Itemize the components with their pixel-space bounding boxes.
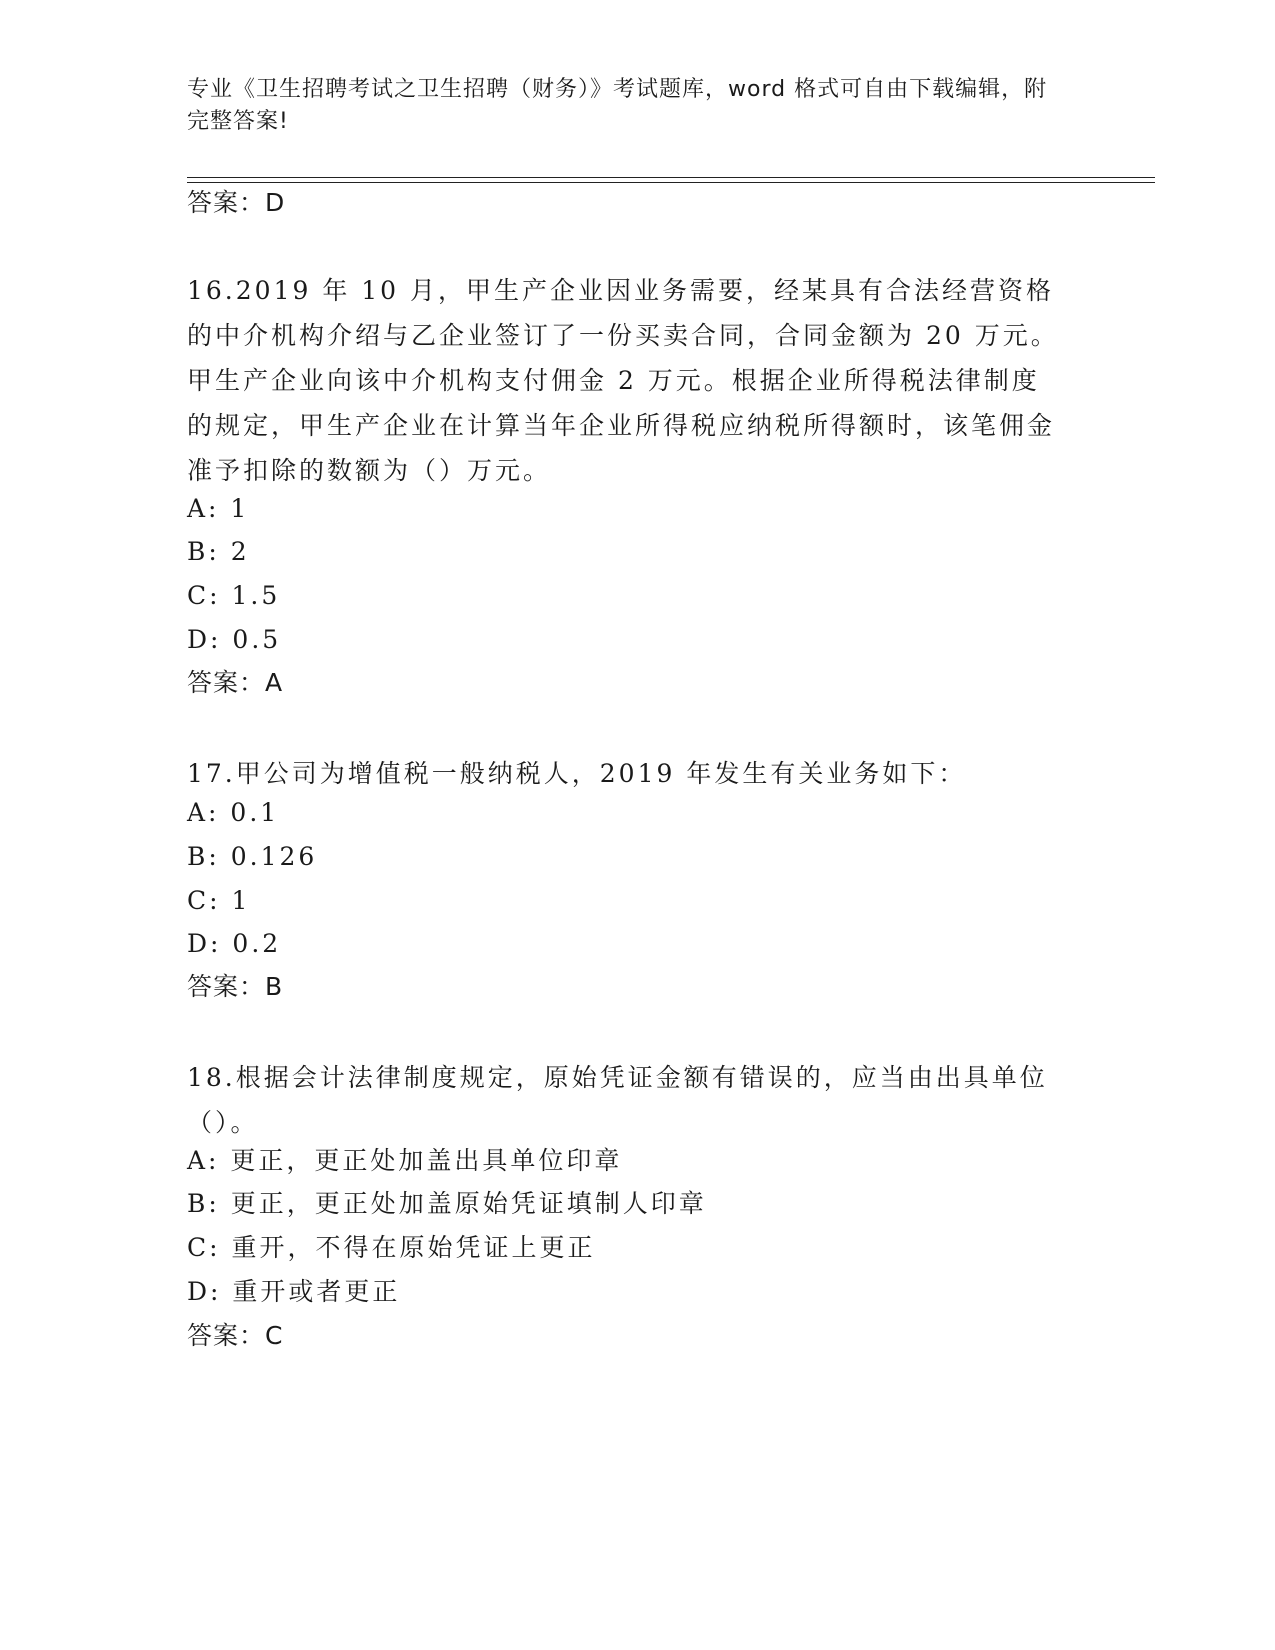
question-18-option-a: A: 更正，更正处加盖出具单位印章 [187,1146,623,1175]
question-16-option-c: C: 1.5 [187,581,281,610]
document-header: 专业《卫生招聘考试之卫生招聘（财务）》考试题库，word 格式可自由下载编辑，附完整答案! [187,77,1048,134]
question-17-answer: 答案：B [187,972,284,1001]
question-18-option-b: B: 更正，更正处加盖原始凭证填制人印章 [187,1189,707,1218]
header-rule-top [187,177,1155,178]
previous-answer: 答案：D [187,188,286,217]
question-16-option-d: D: 0.5 [187,625,282,654]
question-18-answer: 答案：C [187,1321,284,1350]
question-16-option-a: A: 1 [187,494,250,523]
question-17-option-a: A: 0.1 [187,798,280,827]
question-18-option-d: D: 重开或者更正 [187,1277,401,1306]
question-18-stem: 18.根据会计法律制度规定，原始凭证金额有错误的，应当由出具单位（）。 [187,1063,1048,1137]
question-17-option-c: C: 1 [187,886,251,915]
header-rule-bottom [187,182,1155,183]
question-17-option-b: B: 0.126 [187,842,318,871]
question-18-option-c: C: 重开，不得在原始凭证上更正 [187,1233,596,1262]
question-17-option-d: D: 0.2 [187,929,282,958]
question-16-answer: 答案：A [187,668,284,697]
question-16-stem: 16.2019 年 10 月，甲生产企业因业务需要，经某具有合法经营资格的中介机构介绍与乙企业签订了一份买卖合同，合同金额为 20 万元。甲生产企业向该中介机构支付佣金 2 万元。根据企业所得税法律制度的规定，甲生产企业在计算当年企业所得税应纳税所得额时，该笔佣金准予扣除的数额为（）万元。 [187,276,1059,485]
question-16-option-b: B: 2 [187,537,250,566]
question-17-stem: 17.甲公司为增值税一般纳税人，2019 年发生有关业务如下： [187,759,967,788]
